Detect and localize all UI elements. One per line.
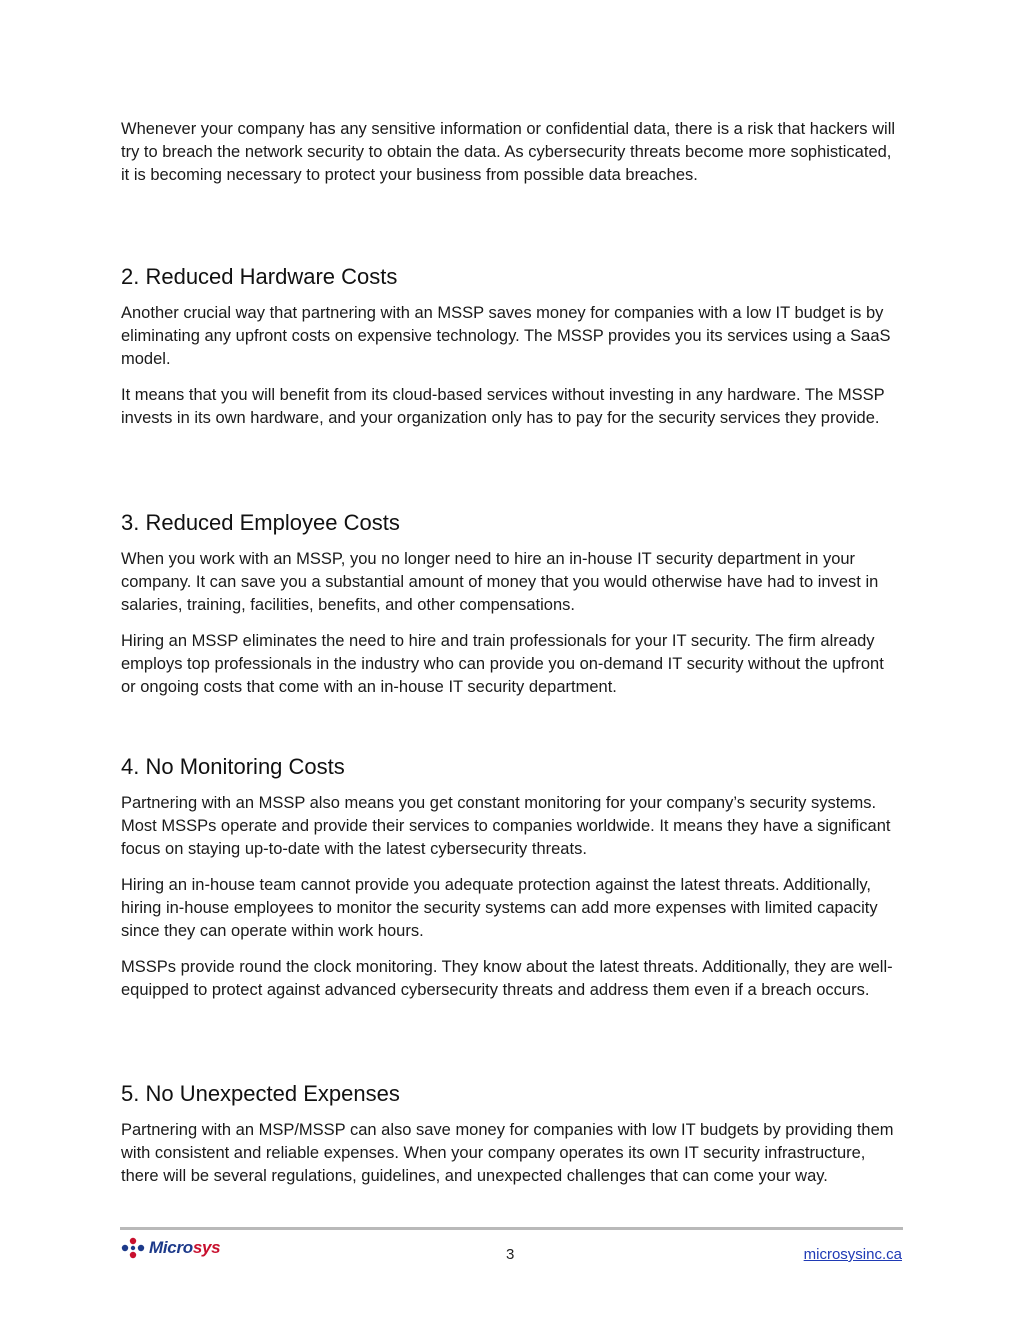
section-paragraph: It means that you will benefit from its cloud-based services without investing in any hardware. The MSSP invests in its own hardware, and your organization only has to pay for the security services they provide. (121, 386, 885, 427)
section-paragraph: Hiring an in-house team cannot provide you adequate protection against the latest threats. Additionally, hiring in-house employees to monitor the security systems can add more expenses with limited capacity since they can operate within work hours. (121, 876, 878, 940)
intro-block (121, 118, 901, 187)
section-paragraph: Partnering with an MSP/MSSP can also save money for companies with low IT budgets by providing them with consistent and reliable expenses. When your company operates its own IT security infrastructure, there will be several regulations, guidelines, and unexpected challenges that can come your way. (121, 1121, 894, 1185)
section-no-unexpected-expenses (121, 1079, 901, 1188)
section-paragraph: Another crucial way that partnering with an MSSP saves money for companies with a low IT budget is by eliminating any upfront costs on expensive technology. The MSSP provides you its services using a SaaS model. (121, 304, 891, 368)
section-reduced-employee-costs (121, 508, 901, 699)
section-paragraph: When you work with an MSSP, you no longer need to hire an in-house IT security department in your company. It can save you a substantial amount of money that you would otherwise have had to invest in salaries, training, facilities, benefits, and other compensations. (121, 550, 879, 614)
section-no-monitoring-costs (121, 752, 901, 1002)
footer-divider (120, 1227, 903, 1230)
page-number: 3 (506, 1246, 515, 1263)
section-heading: 2. Reduced Hardware Costs (121, 264, 398, 289)
section-paragraph: Partnering with an MSSP also means you get constant monitoring for your company’s security systems. Most MSSPs operate and provide their services to companies worldwide. It means they have a significant focus on staying up-to-date with the latest cybersecurity threats. (121, 794, 891, 858)
microsys-logo (120, 1236, 220, 1260)
section-heading: 3. Reduced Employee Costs (121, 510, 400, 535)
section-heading: 4. No Monitoring Costs (121, 754, 345, 779)
section-paragraph: Hiring an MSSP eliminates the need to hire and train professionals for your IT security. The firm already employs top professionals in the industry who can provide you on-demand IT security without the upfront or ongoing costs that come with an in-house IT security department. (121, 632, 884, 696)
section-heading: 5. No Unexpected Expenses (121, 1081, 400, 1106)
logo-dots-icon (120, 1237, 146, 1259)
logo-text-micro: Micro (149, 1238, 193, 1257)
logo-text-sys: sys (192, 1238, 221, 1257)
logo-wordmark (149, 1238, 220, 1258)
website-link[interactable]: microsysinc.ca (803, 1246, 902, 1263)
section-reduced-hardware-costs (121, 262, 901, 430)
section-paragraph: MSSPs provide round the clock monitoring. They know about the latest threats. Additionally, they are well-equipped to protect against advanced cybersecurity threats and address them even if a breach occurs. (121, 958, 893, 999)
intro-paragraph: Whenever your company has any sensitive information or confidential data, there is a risk that hackers will try to breach the network security to obtain the data. As cybersecurity threats become more sophisticated, it is becoming necessary to protect your business from possible data breaches. (121, 120, 896, 184)
